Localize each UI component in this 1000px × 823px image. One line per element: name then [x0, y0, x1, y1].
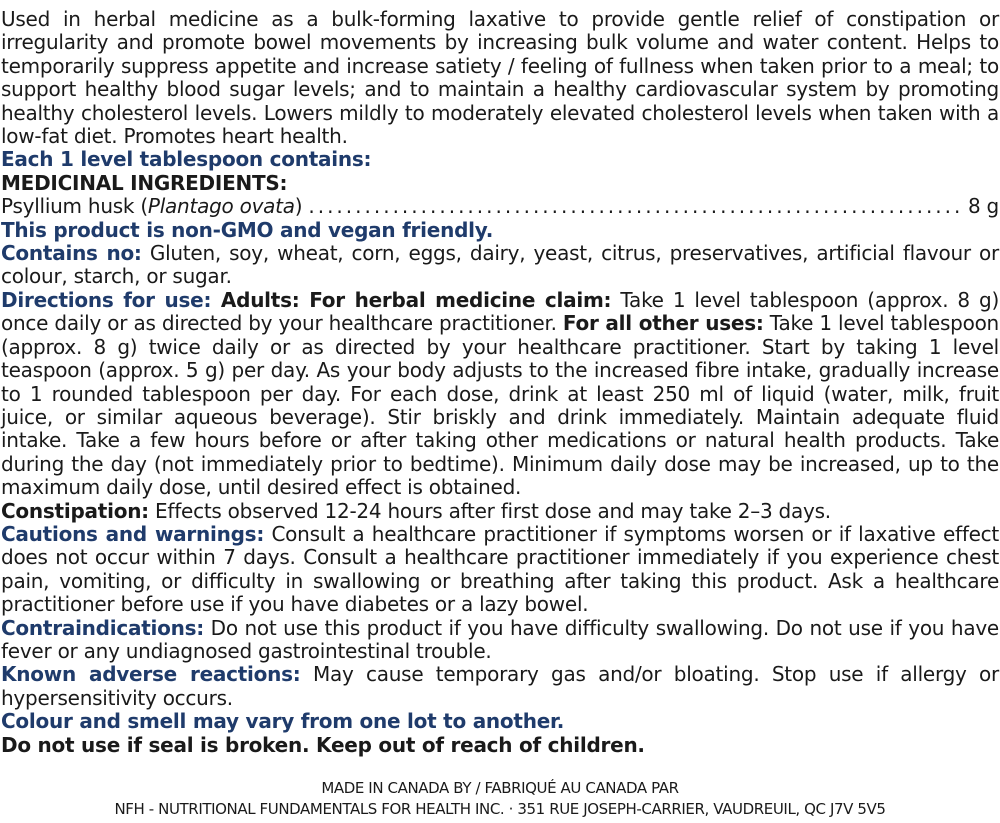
- ingredient-name: Psyllium husk (Plantago ovata): [1, 194, 303, 219]
- manufacturer-address-line: NFH - NUTRITIONAL FUNDAMENTALS FOR HEALTH INC. · 351 RUE JOSEPH-CARRIER, VAUDREUIL, QC J7V 5V5: [114, 800, 886, 818]
- adverse-reactions-text: May cause temporary gas and/or bloating. Stop use if allergy or hypersensitivity occurs.: [1, 662, 999, 710]
- non-gmo-statement: This product is non-GMO and vegan friendly.: [1, 217, 494, 242]
- ingredient-row: [1, 195, 999, 218]
- contraindications-label: Contraindications:: [1, 615, 204, 640]
- made-in-canada-line: MADE IN CANADA BY / FABRIQUÉ AU CANADA PAR: [321, 779, 679, 797]
- constipation-text: Effects observed 12-24 hours after first dose and may take 2–3 days.: [148, 498, 831, 523]
- directions-section: [1, 289, 999, 500]
- colour-smell-note: Colour and smell may vary from one lot to another.: [1, 709, 565, 734]
- manufacturer-footer: [0, 778, 1000, 820]
- adverse-reactions-label: Known adverse reactions:: [1, 662, 301, 687]
- cautions-section: [1, 523, 999, 617]
- directions-label: Directions for use:: [1, 287, 212, 312]
- constipation-section: [1, 500, 999, 523]
- directions-text-2: Take 1 level tablespoon (approx. 8 g) twice daily or as directed by your healthcare practitioner. Start by taking 1 level teaspoon (approx. 5 g) per day. As your body adjusts to the increased fibre intake, gradually increase to 1 rounded tablespoon per day. For each dose, drink at least 250 ml of liquid (water, milk, fruit juice, or similar aqueous beverage). Stir briskly and drink immediately. Maintain adequate fluid intake. Take a few hours before or after taking other medications or natural health products. Take during the day (not immediately prior to bedtime). Minimum daily dose may be increased, up to the maximum daily dose, until desired effect is obtained.: [1, 311, 999, 500]
- seal-warning: Do not use if seal is broken. Keep out of reach of children.: [1, 732, 645, 757]
- adverse-reactions-section: [1, 663, 999, 710]
- contains-no-section: [1, 242, 999, 289]
- adults-herbal-label: Adults: For herbal medicine claim:: [211, 287, 612, 312]
- serving-heading: Each 1 level tablespoon contains:: [1, 147, 372, 172]
- cautions-label: Cautions and warnings:: [1, 521, 265, 546]
- contraindications-section: [1, 617, 999, 664]
- intro-paragraph: Used in herbal medicine as a bulk-forming laxative to provide gentle relief of constipation or irregularity and promote bowel movements by increasing bulk volume and water content. Helps to temporarily suppress appetite and increase satiety / feeling of fullness when taken prior to a meal; to support healthy blood sugar levels; and to maintain a healthy cardiovascular system by promoting healthy cholesterol levels. Lowers mildly to moderately elevated cholesterol levels when taken with a low-fat diet. Promotes heart health.: [1, 7, 999, 149]
- contraindications-text: Do not use this product if you have difficulty swallowing. Do not use if you have fever or any undiagnosed gastrointestinal trouble.: [1, 615, 999, 663]
- ingredient-amount: 8 g: [967, 194, 999, 219]
- dot-leader: [308, 195, 962, 218]
- cautions-text: Consult a healthcare practitioner if symptoms worsen or if laxative effect does not occur within 7 days. Consult a healthcare practitioner immediately if you experience chest pain, vomiting, or difficulty in swallowing or breathing after taking this product. Ask a healthcare practitioner before use if you have diabetes or a lazy bowel.: [1, 521, 1000, 617]
- contains-no-text: Gluten, soy, wheat, corn, eggs, dairy, yeast, citrus, preservatives, artificial flavour or colour, starch, or sugar.: [1, 241, 999, 289]
- contains-no-label: Contains no:: [1, 241, 142, 266]
- ingredient-latin-name: Plantago ovata: [147, 194, 295, 219]
- medicinal-ingredients-heading: MEDICINAL INGREDIENTS:: [1, 170, 288, 195]
- other-uses-label: For all other uses:: [562, 311, 764, 336]
- directions-text-1: Take 1 level tablespoon (approx. 8 g) once daily or as directed by your healthcare practitioner.: [1, 287, 999, 336]
- constipation-label: Constipation:: [1, 498, 149, 523]
